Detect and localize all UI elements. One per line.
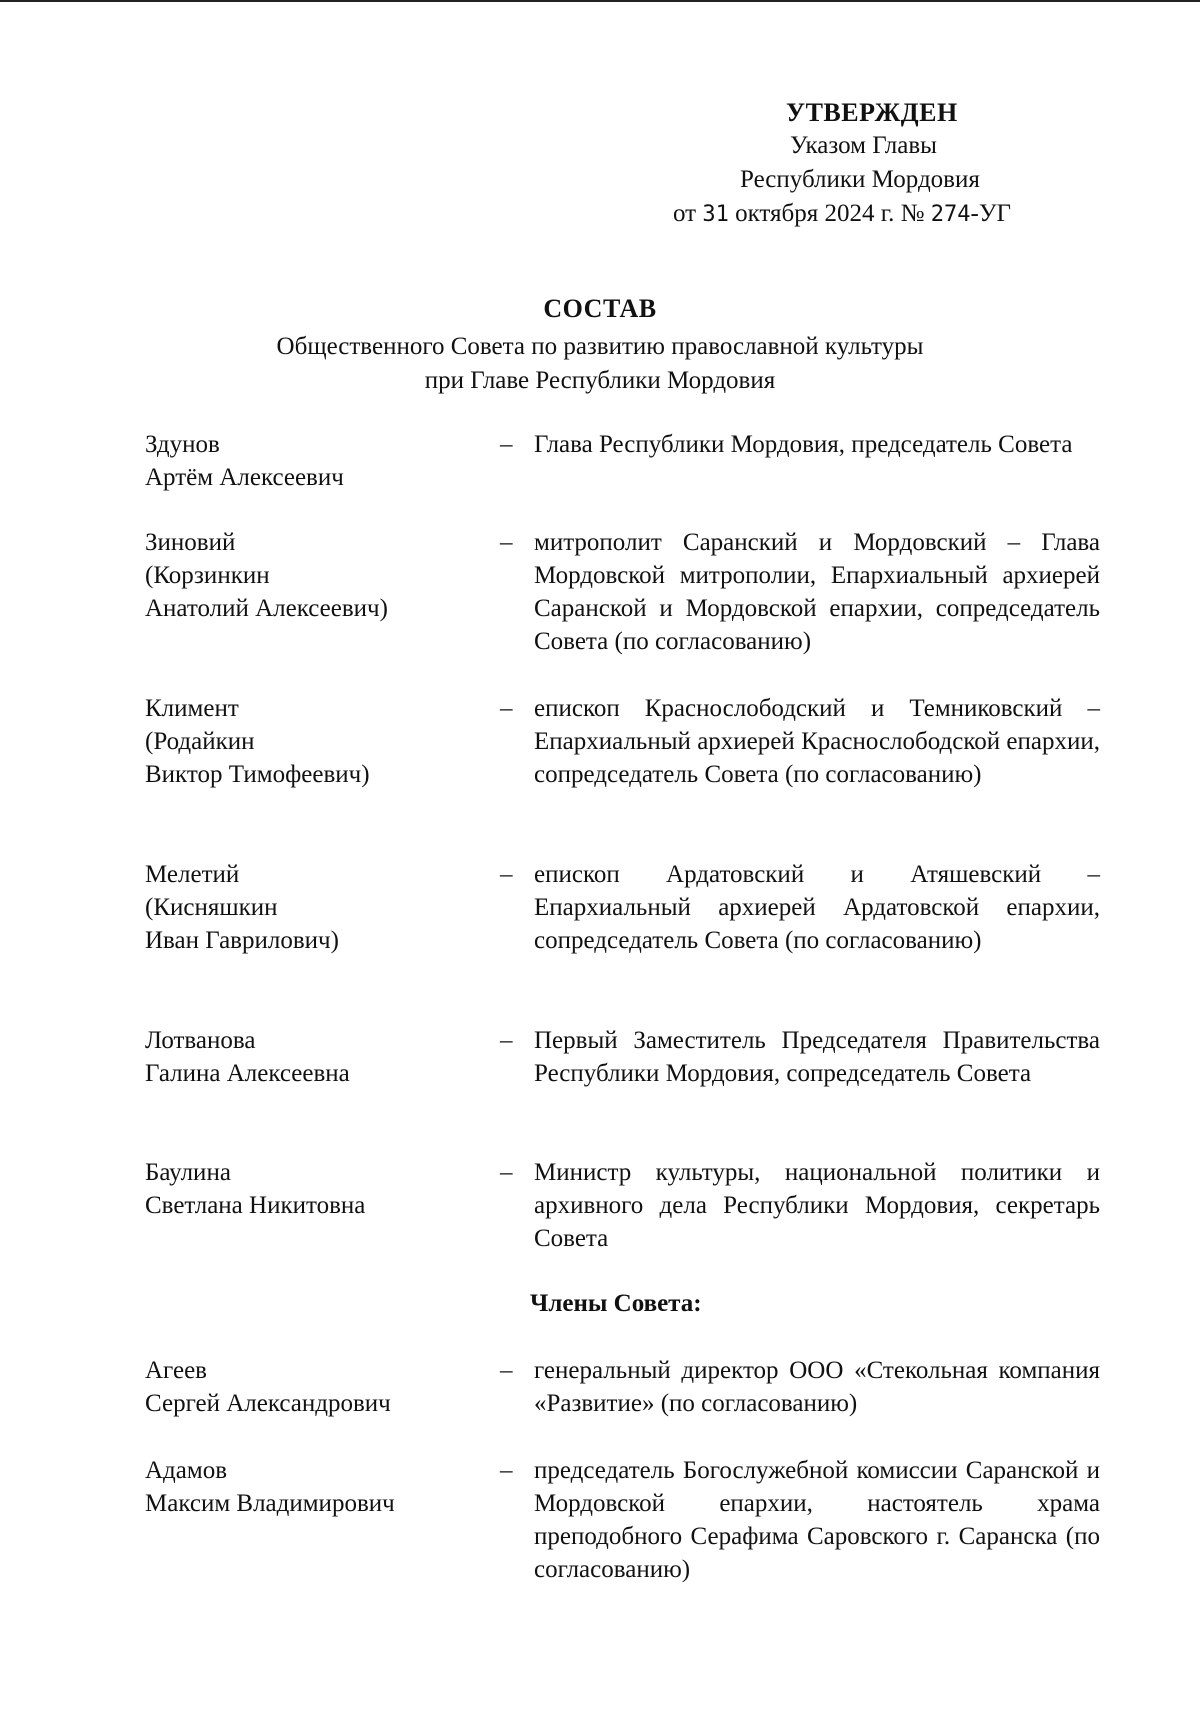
member-role: Первый Заместитель Председателя Правительства Республики Мордовия, сопредседатель Совета — [534, 1027, 1100, 1087]
dash-separator: – — [500, 431, 513, 458]
approval-number: 274 — [930, 202, 971, 227]
dash-separator: – — [500, 529, 513, 556]
member-role: Министр культуры, национальной политики и архивного дела Республики Мордовия, секретарь Совета — [534, 1159, 1100, 1252]
approval-date-prefix: от — [673, 200, 697, 227]
member-name: Зиновий (Корзинкин Анатолий Алексеевич) — [145, 529, 388, 622]
approval-line-decree: Указом Главы — [790, 132, 937, 159]
approval-line-republic: Республики Мордовия — [740, 166, 980, 193]
dash-separator: – — [500, 1457, 513, 1484]
member-role: генеральный директор ООО «Стекольная компания «Развитие» (по согласованию) — [534, 1357, 1100, 1417]
member-role: председатель Богослужебной комиссии Саранской и Мордовской епархии, настоятель храма преподобного Серафима Саровского г. Саранска (по согласованию) — [534, 1457, 1100, 1583]
approval-month-year: октября 2024 г. № — [735, 200, 925, 227]
document-title: СОСТАВ — [543, 294, 657, 323]
member-name: Здунов Артём Алексеевич — [145, 431, 344, 491]
dash-separator: – — [500, 861, 513, 888]
member-role: епископ Краснослободский и Темниковский – Епархиальный архиерей Краснослободской епархии, сопредседатель Совета (по согласованию) — [534, 695, 1100, 788]
member-role: епископ Ардатовский и Атяшевский – Епархиальный архиерей Ардатовской епархии, сопредседатель Совета (по согласованию) — [534, 861, 1100, 954]
dash-separator: – — [500, 1027, 513, 1054]
approval-day: 31 — [702, 202, 729, 227]
approval-title: УТВЕРЖДЕН — [786, 98, 958, 127]
member-role: митрополит Саранский и Мордовский – Глава Мордовской митрополии, Епархиальный архиерей Саранской и Мордовской епархии, сопредседатель Совета (по согласованию) — [534, 529, 1100, 655]
member-name: Агеев Сергей Александрович — [145, 1357, 391, 1417]
members-heading: Члены Совета: — [530, 1290, 702, 1317]
approval-suffix: -УГ — [970, 200, 1012, 227]
member-name: Лотванова Галина Алексеевна — [145, 1027, 350, 1087]
member-name: Адамов Максим Владимирович — [145, 1457, 395, 1517]
member-name: Мелетий (Кисняшкин Иван Гаврилович) — [145, 861, 339, 954]
member-name: Климент (Родайкин Виктор Тимофеевич) — [145, 695, 370, 788]
document-subtitle-line1: Общественного Совета по развитию православной культуры — [276, 333, 924, 360]
dash-separator: – — [500, 1159, 513, 1186]
dash-separator: – — [500, 695, 513, 722]
member-name: Баулина Светлана Никитовна — [145, 1159, 366, 1219]
dash-separator: – — [500, 1357, 513, 1384]
member-role: Глава Республики Мордовия, председатель Совета — [534, 431, 1073, 458]
document-subtitle-line2: при Главе Республики Мордовия — [424, 367, 776, 394]
